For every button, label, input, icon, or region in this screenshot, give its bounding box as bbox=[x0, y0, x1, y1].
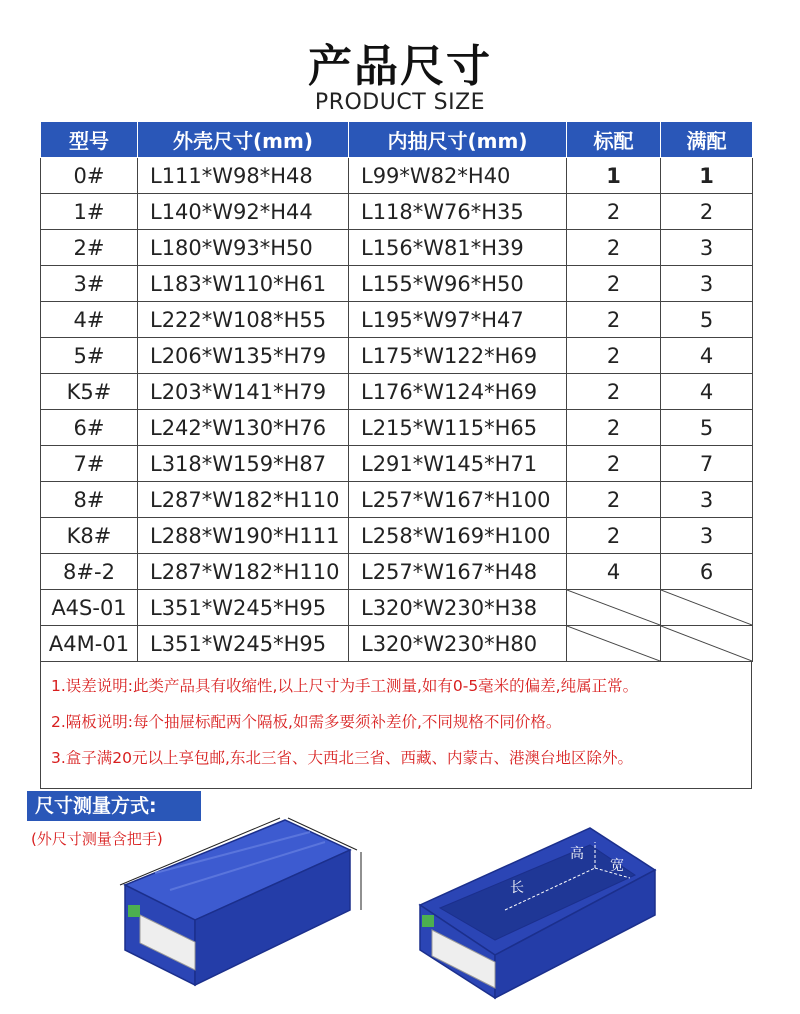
cell-full: 2 bbox=[661, 194, 753, 230]
table-header-row bbox=[41, 122, 753, 158]
note-shipping: 3.盒子满20元以上享包邮,东北三省、大西北三省、西藏、内蒙古、港澳台地区除外。 bbox=[51, 749, 633, 767]
header-standard: 标配 bbox=[567, 122, 661, 158]
cell-outer-size: L222*W108*H55 bbox=[138, 302, 349, 338]
table-row bbox=[41, 482, 753, 518]
outer-box-diagram bbox=[95, 810, 380, 1000]
table-row bbox=[41, 266, 753, 302]
label-height: 高 bbox=[570, 846, 584, 862]
cell-model: 1# bbox=[41, 194, 138, 230]
size-table bbox=[40, 121, 753, 662]
cell-full: 3 bbox=[661, 230, 753, 266]
table-row bbox=[41, 626, 753, 662]
table-body bbox=[41, 158, 753, 662]
table-row bbox=[41, 518, 753, 554]
cell-model: 8#-2 bbox=[41, 554, 138, 590]
measure-method-title: 尺寸测量方式: bbox=[27, 791, 201, 821]
cell-inner-size: L195*W97*H47 bbox=[349, 302, 567, 338]
cell-full-empty bbox=[661, 590, 753, 626]
cell-inner-size: L257*W167*H48 bbox=[349, 554, 567, 590]
inner-box-diagram bbox=[410, 820, 680, 1000]
cell-inner-size: L156*W81*H39 bbox=[349, 230, 567, 266]
cell-outer-size: L183*W110*H61 bbox=[138, 266, 349, 302]
cell-standard: 2 bbox=[567, 302, 661, 338]
outer-box-picture bbox=[125, 820, 350, 985]
label-length: 长 bbox=[510, 880, 524, 896]
header-full: 满配 bbox=[661, 122, 753, 158]
cell-outer-size: L206*W135*H79 bbox=[138, 338, 349, 374]
cell-outer-size: L288*W190*H111 bbox=[138, 518, 349, 554]
table-row bbox=[41, 410, 753, 446]
cell-inner-size: L258*W169*H100 bbox=[349, 518, 567, 554]
page-subtitle: PRODUCT SIZE bbox=[314, 90, 486, 115]
note-error: 1.误差说明:此类产品具有收缩性,以上尺寸为手工测量,如有0-5毫米的偏差,纯属正常。 bbox=[51, 677, 639, 695]
header-model: 型号 bbox=[41, 122, 138, 158]
table-row bbox=[41, 554, 753, 590]
table-row bbox=[41, 302, 753, 338]
label-width: 宽 bbox=[610, 858, 624, 874]
cell-full: 3 bbox=[661, 482, 753, 518]
cell-inner-size: L291*W145*H71 bbox=[349, 446, 567, 482]
cell-full: 5 bbox=[661, 302, 753, 338]
cell-outer-size: L242*W130*H76 bbox=[138, 410, 349, 446]
cell-model: 8# bbox=[41, 482, 138, 518]
cell-outer-size: L287*W182*H110 bbox=[138, 554, 349, 590]
cell-standard: 2 bbox=[567, 410, 661, 446]
table-row bbox=[41, 338, 753, 374]
cell-inner-size: L155*W96*H50 bbox=[349, 266, 567, 302]
cell-full-empty bbox=[661, 626, 753, 662]
cell-model: K5# bbox=[41, 374, 138, 410]
cell-inner-size: L320*W230*H80 bbox=[349, 626, 567, 662]
cell-standard: 2 bbox=[567, 338, 661, 374]
cell-standard: 2 bbox=[567, 230, 661, 266]
cell-model: 2# bbox=[41, 230, 138, 266]
cell-standard: 2 bbox=[567, 374, 661, 410]
cell-standard: 2 bbox=[567, 194, 661, 230]
cell-model: 4# bbox=[41, 302, 138, 338]
cell-standard: 2 bbox=[567, 518, 661, 554]
cell-full: 1 bbox=[661, 158, 753, 194]
cell-inner-size: L215*W115*H65 bbox=[349, 410, 567, 446]
table-row bbox=[41, 590, 753, 626]
cell-outer-size: L287*W182*H110 bbox=[138, 482, 349, 518]
cell-full: 3 bbox=[661, 266, 753, 302]
cell-outer-size: L180*W93*H50 bbox=[138, 230, 349, 266]
cell-inner-size: L176*W124*H69 bbox=[349, 374, 567, 410]
cell-standard: 4 bbox=[567, 554, 661, 590]
table-row bbox=[41, 194, 753, 230]
cell-model: 7# bbox=[41, 446, 138, 482]
cell-model: 5# bbox=[41, 338, 138, 374]
cell-inner-size: L99*W82*H40 bbox=[349, 158, 567, 194]
cell-inner-size: L257*W167*H100 bbox=[349, 482, 567, 518]
cell-model: A4M-01 bbox=[41, 626, 138, 662]
cell-full: 4 bbox=[661, 374, 753, 410]
cell-full: 3 bbox=[661, 518, 753, 554]
table-row bbox=[41, 230, 753, 266]
cell-outer-size: L203*W141*H79 bbox=[138, 374, 349, 410]
cell-outer-size: L351*W245*H95 bbox=[138, 626, 349, 662]
cell-model: 6# bbox=[41, 410, 138, 446]
cell-model: A4S-01 bbox=[41, 590, 138, 626]
cell-outer-size: L351*W245*H95 bbox=[138, 590, 349, 626]
cell-model: K8# bbox=[41, 518, 138, 554]
cell-inner-size: L175*W122*H69 bbox=[349, 338, 567, 374]
cell-outer-size: L318*W159*H87 bbox=[138, 446, 349, 482]
cell-standard: 1 bbox=[567, 158, 661, 194]
cell-full: 4 bbox=[661, 338, 753, 374]
cell-outer-size: L140*W92*H44 bbox=[138, 194, 349, 230]
table-row bbox=[41, 158, 753, 194]
cell-model: 0# bbox=[41, 158, 138, 194]
size-table-wrapper bbox=[40, 121, 752, 789]
cell-standard-empty bbox=[567, 590, 661, 626]
cell-outer-size: L111*W98*H48 bbox=[138, 158, 349, 194]
cell-standard: 2 bbox=[567, 266, 661, 302]
cell-full: 6 bbox=[661, 554, 753, 590]
cell-full: 7 bbox=[661, 446, 753, 482]
measure-method-note: (外尺寸测量含把手) bbox=[31, 830, 163, 848]
table-row bbox=[41, 446, 753, 482]
cell-full: 5 bbox=[661, 410, 753, 446]
cell-standard-empty bbox=[567, 626, 661, 662]
cell-inner-size: L320*W230*H38 bbox=[349, 590, 567, 626]
cell-inner-size: L118*W76*H35 bbox=[349, 194, 567, 230]
cell-standard: 2 bbox=[567, 446, 661, 482]
header-inner-size: 内抽尺寸(mm) bbox=[349, 122, 567, 158]
header-outer-size: 外壳尺寸(mm) bbox=[138, 122, 349, 158]
cell-model: 3# bbox=[41, 266, 138, 302]
table-row bbox=[41, 374, 753, 410]
inner-box-picture bbox=[420, 828, 655, 998]
notes-box bbox=[40, 662, 752, 789]
note-divider: 2.隔板说明:每个抽屉标配两个隔板,如需多要须补差价,不同规格不同价格。 bbox=[51, 713, 562, 731]
page-title: 产品尺寸 bbox=[308, 41, 492, 92]
cell-standard: 2 bbox=[567, 482, 661, 518]
